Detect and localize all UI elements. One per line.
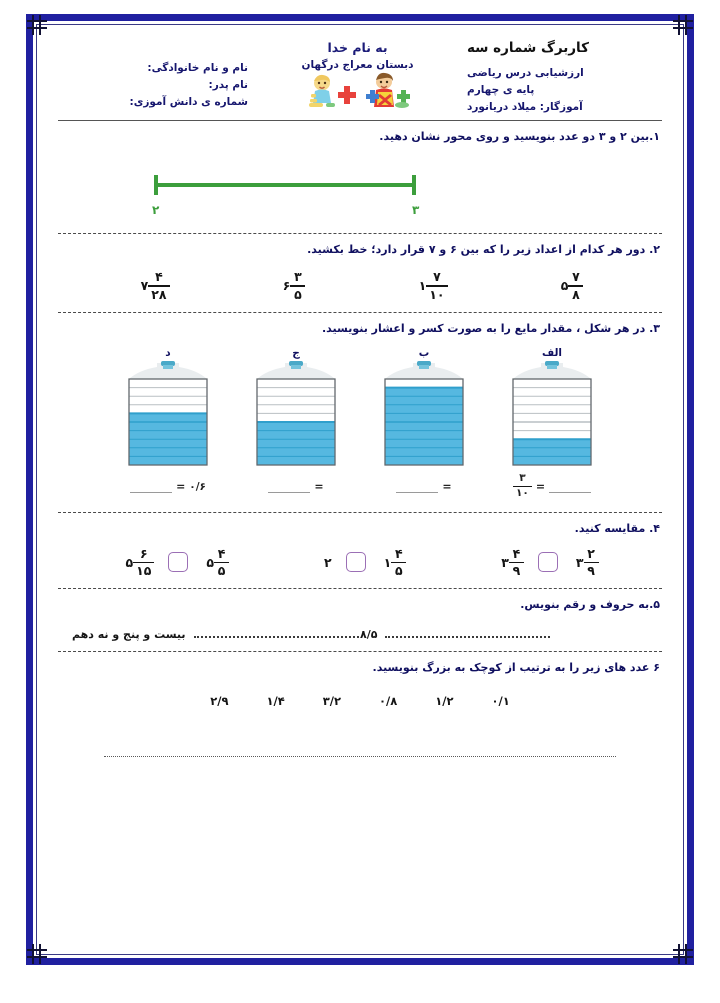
denominator: ۲۸ [151,286,167,302]
whole-part: ۵ [206,554,215,570]
mixed-fraction-option[interactable] [279,270,306,302]
whole-part: ۲ [324,554,332,570]
answer-dots[interactable] [194,627,359,638]
compare-right-value [202,547,229,579]
worksheet-title: کاربرگ شماره سه [467,40,589,56]
fraction [509,547,524,579]
comparison-answer-box[interactable] [346,552,366,572]
fraction [148,270,169,302]
given-value: بیست و پنج و نه دهم [72,628,186,642]
fraction [133,547,154,579]
question-6-answer-line[interactable] [104,750,616,757]
mixed-fraction-option[interactable] [557,270,584,302]
answer-dots[interactable] [385,627,550,638]
divider-after-q2 [58,312,662,313]
number-line-axis [154,183,416,187]
denominator: ۵ [217,563,226,579]
mixed-fraction-option[interactable] [137,270,170,302]
denominator: ۹ [512,563,521,579]
answer-blank[interactable] [549,481,591,493]
question-4-pairs [58,547,662,579]
subject-block [467,40,662,116]
divider-after-q1 [58,233,662,234]
numerator: ۶ [139,545,148,561]
denominator: ۵ [394,563,403,579]
question-2-options [58,270,662,302]
question-1-text: ۱.بین ۲ و ۳ دو عدد بنویسید و روی محور نشان دهید. [379,130,660,143]
question-2-text: ۲. دور هر کدام از اعداد زیر را که بین ۶ و ۷ قرار دارد؛ خط بکشید. [307,243,660,256]
numerator: ۳ [519,472,526,485]
compare-right-value [572,547,599,579]
compare-left-value [122,547,155,579]
divider-after-q5 [58,651,662,652]
numerator: ۴ [394,545,403,561]
corner-ornament-top-right [673,15,693,35]
numerator: ۴ [512,545,521,561]
subject-line-3: آموزگار: میلاد دریانورد [467,101,583,113]
decimal-number: ۱/۲ [435,694,454,709]
fraction [568,270,583,302]
question-5-answers [58,627,662,641]
school-block [263,40,453,112]
denominator: ۵ [294,286,302,302]
denominator: ۹ [587,563,595,579]
decimal-number: ۰/۸ [379,694,398,709]
student-field-id: شماره ی دانش آموزی: [129,96,248,108]
whole-part: ۳ [501,554,509,570]
equals-sign: = [442,480,452,494]
jar-label: د [165,346,171,359]
fraction [584,547,599,579]
number-line-label-right: ۳ [412,203,420,217]
denominator: ۱۰ [515,487,529,500]
whole-part: ۵ [560,278,569,294]
student-field-name: نام و نام خانوادگی: [147,62,248,74]
student-info-block [58,40,248,111]
fraction [290,270,305,302]
mixed-fraction-option[interactable] [415,270,448,302]
liquid-container [116,361,220,469]
fraction [426,270,447,302]
number-line-tick-right [412,175,416,195]
denominator: ۱۵ [136,563,152,579]
jar-answer[interactable] [244,472,348,502]
whole-part: ۷ [140,278,149,294]
question-6-numbers [58,694,662,708]
jar-label: ب [418,346,430,359]
whole-part: ۶ [282,278,291,294]
fraction [513,473,532,500]
jar-labels-row [58,347,662,359]
compare-left-value [497,547,524,579]
jar-answer[interactable] [500,472,604,502]
numerator: ۳ [294,269,302,284]
jars-row [58,361,662,469]
liquid-container [244,361,348,469]
whole-part: ۳ [575,554,584,570]
school-name: دبستان معراج درگهان [301,59,414,71]
whole-part: ۱ [418,278,427,294]
student-field-father: نام پدر: [208,79,248,91]
jar-answer[interactable] [372,472,476,502]
whole-part: ۵ [125,554,134,570]
compare-pair [122,547,230,579]
write-item [360,627,648,641]
compare-right-value [380,547,407,579]
comparison-answer-box[interactable] [168,552,188,572]
numerator: ۲ [587,545,595,561]
numerator: ۷ [572,269,580,284]
decimal-answer: ۰/۶ [189,480,206,493]
decimal-number: ۲/۹ [210,694,229,709]
whole-part: ۱ [383,554,392,570]
jar-label: ج [292,346,300,359]
number-line-figure [58,157,662,223]
numerator: ۷ [433,269,441,284]
numerator: ۴ [155,269,163,284]
number-line-tick-left [154,175,158,195]
equals-sign: = [314,480,324,494]
answer-blank[interactable] [130,481,172,493]
compare-left-value [320,555,332,570]
fraction [214,547,229,579]
answer-blank[interactable] [396,481,438,493]
corner-ornament-bottom-left [27,944,47,964]
divider-after-q3 [58,512,662,513]
numerator: ۴ [217,545,226,561]
question-4-text: ۴. مقایسه کنید. [574,521,660,535]
fraction [391,547,406,579]
compare-pair [320,547,406,579]
subject-line-1: ارزشیابی درس ریاضی [467,67,584,79]
subject-line-2: پایه ی چهارم [467,84,535,96]
compare-pair [497,547,598,579]
worksheet-content [44,30,676,942]
equals-sign: = [535,480,546,494]
divider-after-q4 [58,588,662,589]
children-math-clipart [263,72,453,112]
equals-sign: = [176,480,186,494]
given-value: ۸/۵ [360,628,378,642]
write-item [72,627,360,641]
denominator: ۱۰ [429,286,445,302]
decimal-number: ۱/۴ [266,694,285,709]
denominator: ۸ [572,286,580,302]
question-3-text: ۳. در هر شکل ، مقدار مایع را به صورت کسر و اعشار بنویسید. [321,321,660,335]
worksheet-header [58,36,662,116]
bismillah-text: به نام خدا [327,40,388,55]
answer-blank[interactable] [268,481,310,493]
corner-ornament-bottom-right [673,944,693,964]
liquid-container [500,361,604,469]
jar-answer[interactable] [116,472,220,502]
jar-answers-row [58,472,662,502]
jar-label: الف [541,346,563,359]
decimal-number: ۳/۲ [322,694,341,709]
question-6-text: ۶ عدد های زیر را به ترتیب از کوچک به بزرگ بنویسید. [372,661,660,675]
question-5-text: ۵.به حروف و رقم بنویس. [520,598,660,612]
decimal-number: ۰/۱ [491,694,510,709]
liquid-container [372,361,476,469]
comparison-answer-box[interactable] [538,552,558,572]
header-divider [58,120,662,121]
number-line-label-left: ۲ [152,203,160,217]
